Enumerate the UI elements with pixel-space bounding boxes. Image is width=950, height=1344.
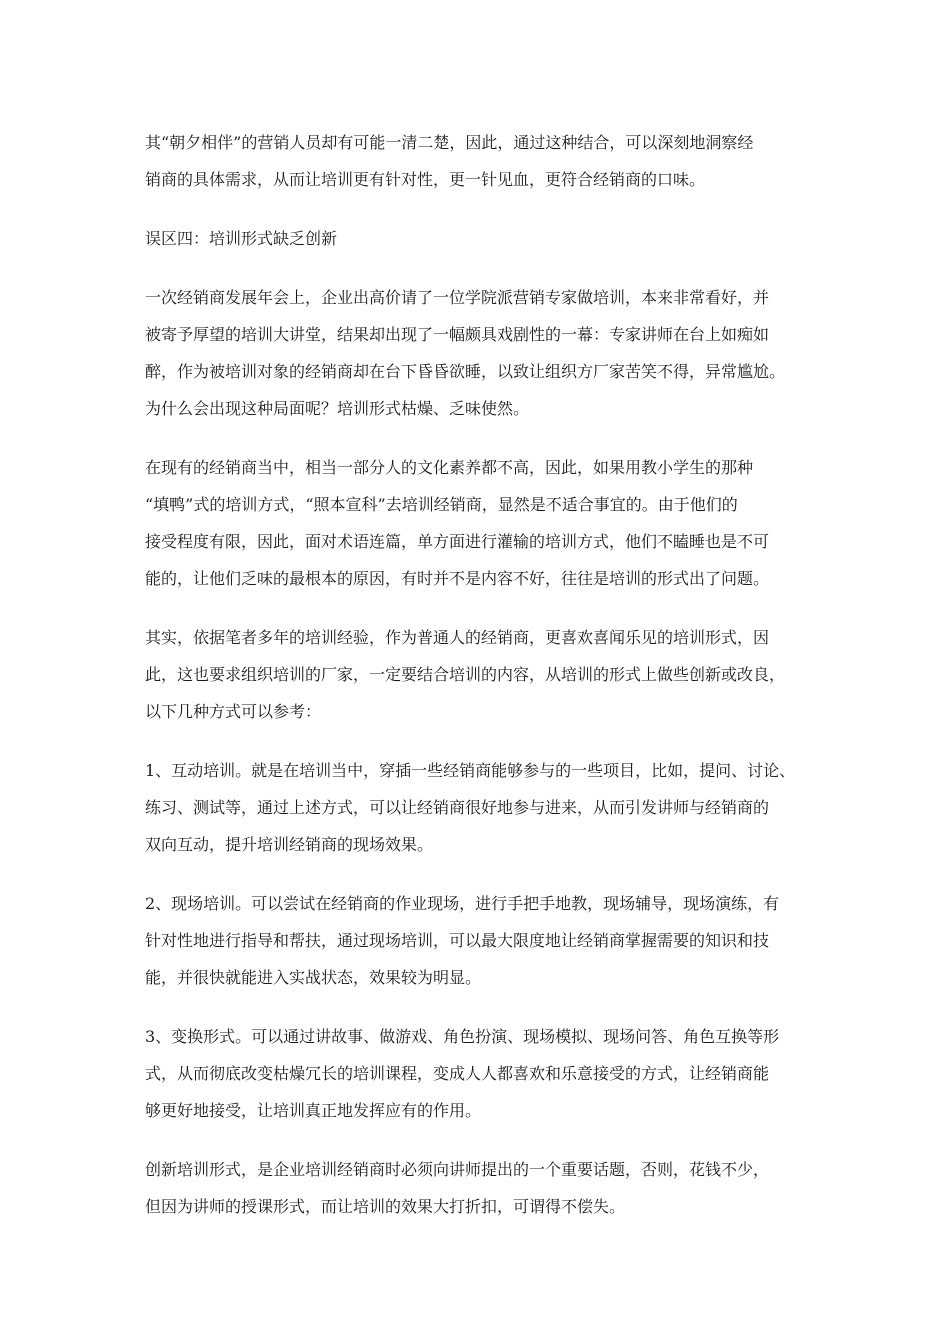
- text-line: 针对性地进行指导和帮扶，通过现场培训，可以最大限度地让经销商掌握需要的知识和技: [145, 931, 770, 950]
- paragraph: [145, 449, 825, 597]
- text-line: 能的，让他们乏味的最根本的原因，有时并不是内容不好，往往是培训的形式出了问题。: [145, 569, 770, 588]
- text-line: 误区四：培训形式缺乏创新: [145, 229, 338, 248]
- text-line: 1、互动培训。就是在培训当中，穿插一些经销商能够参与的一些项目，比如，提问、讨论、: [145, 761, 796, 780]
- text-line: 销商的具体需求，从而让培训更有针对性，更一针见血，更符合经销商的口味。: [145, 170, 706, 189]
- text-line: “填鸭”式的培训方式，“照本宣科”去培训经销商，显然是不适合事宜的。由于他们的: [145, 495, 738, 514]
- text-line: 2、现场培训。可以尝试在经销商的作业现场，进行手把手地教，现场辅导，现场演练，有: [145, 894, 780, 913]
- text-line: 接受程度有限，因此，面对术语连篇，单方面进行灌输的培训方式，他们不瞌睡也是不可: [145, 532, 770, 551]
- paragraph: [145, 619, 825, 730]
- text-line: 在现有的经销商当中，相当一部分人的文化素养都不高，因此，如果用教小学生的那种: [145, 458, 754, 477]
- text-line: 式，从而彻底改变枯燥冗长的培训课程，变成人人都喜欢和乐意接受的方式，让经销商能: [145, 1064, 770, 1083]
- paragraph: [145, 124, 825, 198]
- text-line: 够更好地接受，让培训真正地发挥应有的作用。: [145, 1101, 482, 1120]
- text-line: 一次经销商发展年会上，企业出高价请了一位学院派营销专家做培训，本来非常看好，并: [145, 288, 770, 307]
- text-line: 醉，作为被培训对象的经销商却在台下昏昏欲睡，以致让组织方厂家苦笑不得，异常尴尬。: [145, 362, 786, 381]
- text-line: 能，并很快就能进入实战状态，效果较为明显。: [145, 968, 482, 987]
- text-line: 其“朝夕相伴”的营销人员却有可能一清二楚，因此，通过这种结合，可以深刻地洞察经: [145, 133, 754, 152]
- text-line: 双向互动，提升培训经销商的现场效果。: [145, 835, 434, 854]
- text-line: 3、变换形式。可以通过讲故事、做游戏、角色扮演、现场模拟、现场问答、角色互换等形: [145, 1027, 780, 1046]
- text-line: 但因为讲师的授课形式，而让培训的效果大打折扣，可谓得不偿失。: [145, 1197, 626, 1216]
- text-line: 练习、测试等，通过上述方式，可以让经销商很好地参与进来，从而引发讲师与经销商的: [145, 798, 770, 817]
- paragraph: [145, 1151, 825, 1225]
- text-line: 此，这也要求组织培训的厂家，一定要结合培训的内容，从培训的形式上做些创新或改良，: [145, 665, 786, 684]
- text-line: 其实，依据笔者多年的培训经验，作为普通人的经销商，更喜欢喜闻乐见的培训形式，因: [145, 628, 770, 647]
- paragraph: [145, 279, 825, 427]
- paragraph: [145, 1018, 825, 1129]
- text-line: 被寄予厚望的培训大讲堂，结果却出现了一幅颇具戏剧性的一幕：专家讲师在台上如痴如: [145, 325, 770, 344]
- text-line: 为什么会出现这种局面呢？培训形式枯燥、乏味使然。: [145, 399, 530, 418]
- text-line: 以下几种方式可以参考：: [145, 702, 322, 721]
- section-heading: [145, 220, 825, 257]
- paragraph: [145, 885, 825, 996]
- document-body: [145, 124, 825, 1247]
- text-line: 创新培训形式，是企业培训经销商时必须向讲师提出的一个重要话题，否则，花钱不少，: [145, 1160, 770, 1179]
- paragraph: [145, 752, 825, 863]
